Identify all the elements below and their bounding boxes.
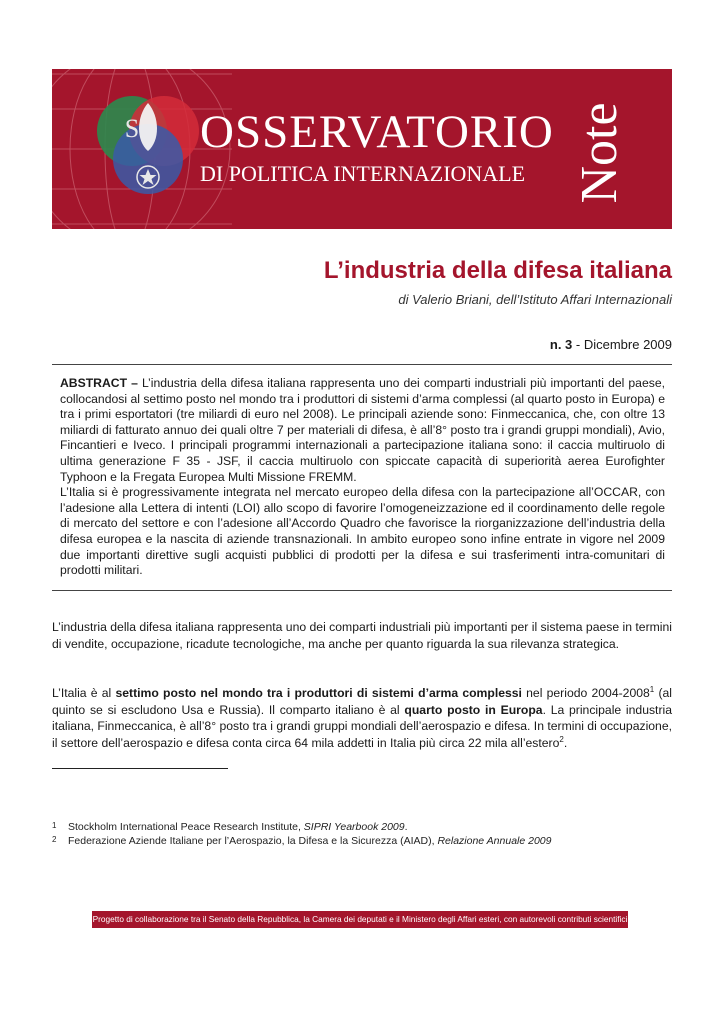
footnote-text: Federazione Aziende Italiane per l’Aerospazio, la Difesa e la Sicurezza (AIAD), bbox=[68, 835, 438, 847]
text-run: nel periodo 2004-2008 bbox=[521, 686, 650, 700]
document-author: di Valerio Briani, dell’Istituto Affari Internazionali bbox=[398, 292, 672, 307]
footnote-ref-2[interactable]: 2 bbox=[559, 734, 564, 744]
abstract bbox=[60, 376, 665, 579]
banner-note-label: Note bbox=[571, 102, 628, 204]
footnote-number: 2 bbox=[52, 835, 57, 844]
body-paragraph-1 bbox=[52, 619, 672, 652]
footnote-italic: Relazione Annuale 2009 bbox=[437, 835, 552, 847]
document-title: L’industria della difesa italiana bbox=[323, 257, 672, 284]
footnote-text: Stockholm International Peace Research Institute, bbox=[68, 821, 304, 833]
issue-info bbox=[550, 337, 672, 352]
footnote-end: . bbox=[404, 821, 408, 833]
footnote-ref-1[interactable]: 1 bbox=[649, 684, 655, 694]
abstract-paragraph: L’Italia si è progressivamente integrata nel mercato europeo della difesa con la partecipazione all’OCCAR, con l’adesione alla Lettera di intenti (LOI) allo scopo di favorire l’omogeneizzazione ed il coordinamento delle regole di mercato del settore e con l’adesione all’Accordo Quadro che favorisce la riorganizzazione dell’industria della difesa europea e la nascita di aziende transnazionali. In ambito europeo sono infine entrate in vigore nel 2009 due importanti direttive sugli acquisti pubblici di prodotti per la difesa e sui trasferimenti intra-comunitari di prodotti militari. bbox=[60, 485, 665, 578]
issue-date: - Dicembre 2009 bbox=[572, 337, 672, 352]
footnote-divider bbox=[52, 768, 228, 769]
banner-title: OSSERVATORIO bbox=[200, 106, 554, 158]
text-run: (al quinto se si escludono Usa e Russia). Il comparto italiano è al bbox=[52, 686, 673, 717]
text-run: L’Italia è al bbox=[52, 686, 116, 700]
header-banner bbox=[52, 69, 672, 229]
footnote-1 bbox=[52, 821, 408, 833]
tricolor-circles-icon bbox=[97, 96, 199, 194]
text-run: . La principale industria italiana, Finmeccanica, è all’8° posto tra i grandi gruppi mondiali dell’aerospazio e difesa. In termini di occupazione, il settore dell’aerospazio e difesa conta circa 64 mila addetti in Italia più circa 22 mila all’estero bbox=[52, 702, 673, 750]
logo-letter-s: S bbox=[124, 114, 140, 143]
abstract-text-1: L’industria della difesa italiana rappresenta uno dei comparti industriali più importanti del paese, collocandosi al settimo posto nel mondo tra i produttori di sistemi d’arma complessi (al quarto posto in Europa) e tra i primi esportatori (tre miliardi di euro nel 2008). Le principali aziende sono: Finmeccanica, che, con oltre 13 miliardi di fatturato annuo dei quali oltre 7 per materiali di difesa, è all’8° posto tra i grandi gruppi mondiali), Avio, Fincantieri e Iveco. I principali programmi internazionali a partecipazione italiana sono: il caccia multiruolo di ultima generazione F 35 - JSF, il caccia multiruolo con spiccate capacità di superiorità aerea Eurofighter Typhoon e la Fregata Europea Multi Missione FREMM. bbox=[60, 376, 665, 484]
emphasis-rank-world: settimo posto nel mondo tra i produttori di sistemi d’arma complessi bbox=[115, 686, 522, 700]
footnote-number: 1 bbox=[52, 821, 57, 830]
body-paragraph-text: L’industria della difesa italiana rappresenta uno dei comparti industriali più importanti per il sistema paese in termini di vendite, occupazione, ricadute tecnologiche, ma anche per quanto riguarda la sua rilevanza strategica. bbox=[52, 620, 672, 651]
abstract-label: ABSTRACT – bbox=[60, 376, 138, 390]
body-paragraph-text bbox=[52, 685, 672, 751]
banner-subtitle: DI POLITICA INTERNAZIONALE bbox=[200, 161, 526, 186]
footnote-2 bbox=[52, 835, 552, 847]
emphasis-rank-europe: quarto posto in Europa bbox=[404, 702, 543, 717]
abstract-paragraph bbox=[60, 376, 665, 485]
text-run: . bbox=[563, 735, 568, 750]
footer-band: Progetto di collaborazione tra il Senato della Repubblica, la Camera dei deputati e il Ministero degli Affari esteri, con autorevoli contributi scientifici bbox=[92, 911, 628, 928]
issue-number: n. 3 bbox=[549, 337, 573, 352]
body-paragraph-2 bbox=[52, 685, 672, 751]
footnote-italic: SIPRI Yearbook 2009 bbox=[303, 821, 405, 833]
